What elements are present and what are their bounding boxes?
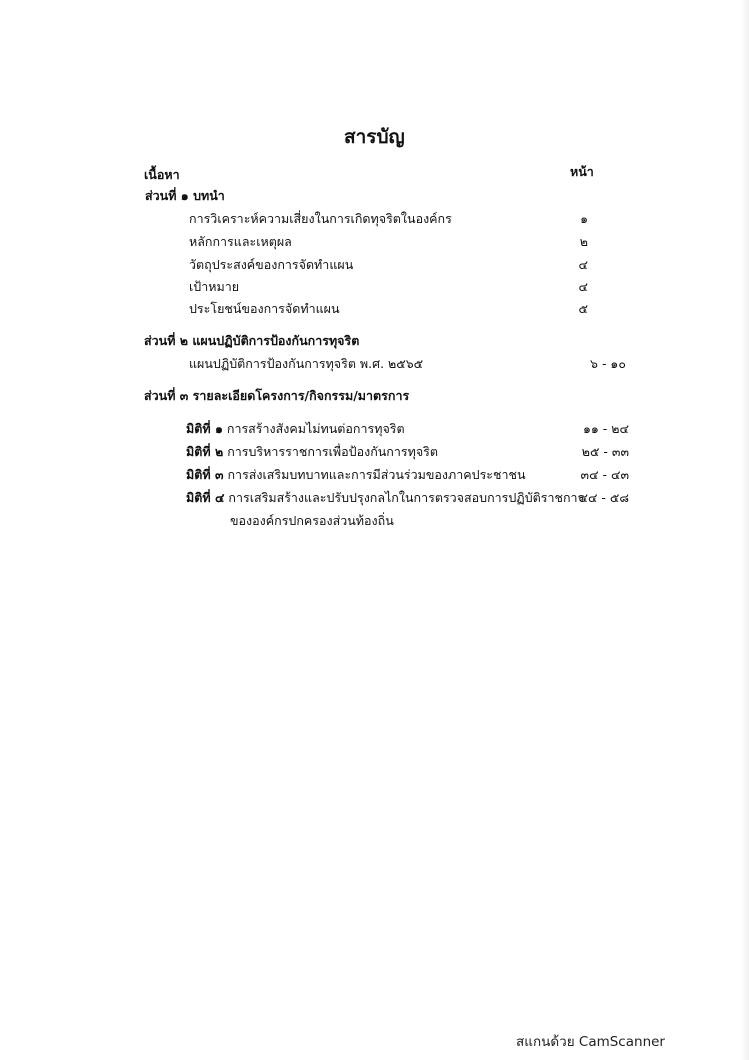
toc-item-label: ประโยชน์ของการจัดทำแผน	[189, 301, 340, 316]
content-column-header: เนื้อหา	[144, 167, 180, 182]
dimension-item-2	[186, 442, 438, 462]
toc-item-page: ๓๔ - ๔๓	[580, 467, 629, 482]
dimension-prefix: มิติที่ ๒	[186, 444, 224, 459]
section-heading-3: ส่วนที่ ๓ รายละเอียดโครงการ/กิจกรรม/มาตรการ	[144, 388, 410, 403]
toc-item-label: แผนปฏิบัติการป้องกันการทุจริต พ.ศ. ๒๕๖๕	[189, 356, 424, 371]
toc-item-page: ๔๔ - ๕๘	[578, 490, 629, 505]
scan-edge-shadow	[741, 0, 749, 1060]
toc-item-label: การวิเคราะห์ความเสี่ยงในการเกิดทุจริตในองค์กร	[189, 211, 452, 226]
toc-item-page: ๒	[579, 234, 588, 249]
section-heading-2: ส่วนที่ ๒ แผนปฏิบัติการป้องกันการทุจริต	[144, 333, 360, 348]
dimension-label: การส่งเสริมบทบาทและการมีส่วนร่วมของภาคประชาชน	[227, 467, 526, 482]
dimension-prefix: มิติที่ ๓	[186, 467, 224, 482]
dimension-item-4-continuation: ขององค์กรปกครองส่วนท้องถิ่น	[230, 513, 394, 528]
dimension-item-1	[186, 419, 405, 439]
dimension-prefix: มิติที่ ๑	[186, 421, 223, 436]
toc-item-page: ๒๕ - ๓๓	[581, 444, 629, 459]
dimension-item-4	[186, 488, 584, 508]
toc-item-page: ๑	[580, 211, 588, 226]
toc-item-label: วัตถุประสงค์ของการจัดทำแผน	[189, 257, 354, 272]
toc-item-label: เป้าหมาย	[189, 279, 240, 294]
section-heading-1: ส่วนที่ ๑ บทนำ	[145, 188, 225, 203]
toc-item-page: ๖ - ๑๐	[590, 356, 626, 371]
dimension-label: การบริหารราชการเพื่อป้องกันการทุจริต	[227, 444, 439, 459]
dimension-prefix: มิติที่ ๔	[186, 490, 225, 505]
toc-item-page: ๑๑ - ๒๔	[582, 421, 629, 436]
toc-item-page: ๕	[578, 301, 588, 316]
dimension-label: การสร้างสังคมไม่ทนต่อการทุจริต	[226, 421, 405, 436]
dimension-item-3	[186, 465, 526, 485]
toc-item-label: หลักการและเหตุผล	[189, 234, 292, 249]
camscanner-footer-text: สแกนด้วย CamScanner	[516, 1034, 665, 1050]
dimension-label: การเสริมสร้างและปรับปรุงกลไกในการตรวจสอบการปฏิบัติราชการ	[228, 490, 585, 505]
toc-item-page: ๔	[578, 279, 588, 294]
toc-item-page: ๔	[578, 257, 588, 272]
page-title: สารบัญ	[344, 126, 405, 148]
page-column-header: หน้า	[570, 164, 594, 179]
